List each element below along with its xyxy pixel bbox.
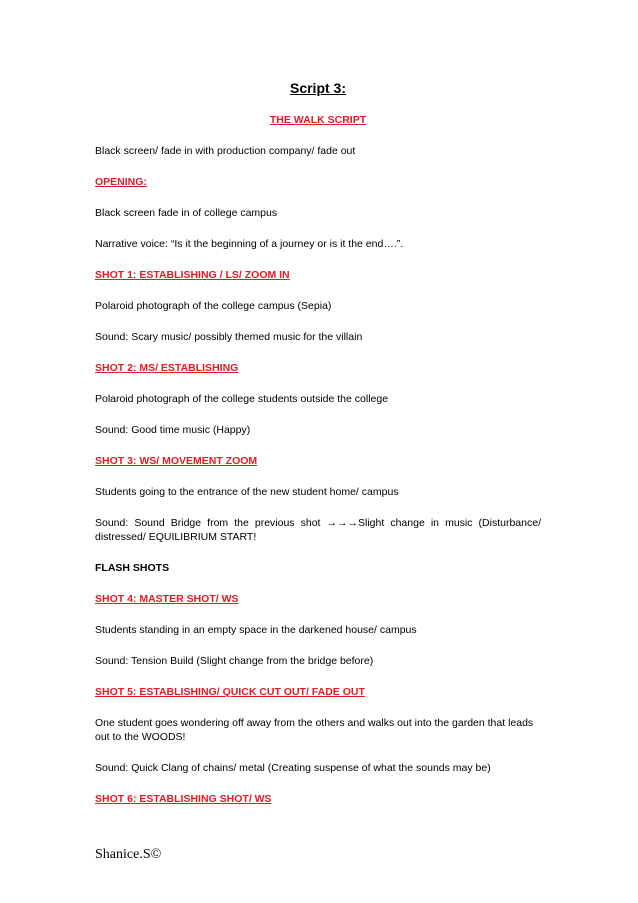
section-heading-shot-6: SHOT 6: ESTABLISHING SHOT/ WS — [95, 793, 272, 805]
script-subtitle: THE WALK SCRIPT — [269, 114, 367, 126]
section-heading-shot-1: SHOT 1: ESTABLISHING / LS/ ZOOM IN — [95, 269, 290, 281]
paragraph: Polaroid photograph of the college students outside the college — [95, 393, 389, 405]
paragraph: Students going to the entrance of the new student home/ campus — [95, 486, 399, 498]
paragraph: Narrative voice: “Is it the beginning of a journey or is it the end….”. — [95, 238, 404, 250]
document-body — [95, 80, 541, 823]
page-title: Script 3: — [289, 80, 346, 96]
section-heading-opening: OPENING: — [95, 176, 147, 188]
section-heading-shot-4: SHOT 4: MASTER SHOT/ WS — [95, 593, 239, 605]
section-heading-shot-5: SHOT 5: ESTABLISHING/ QUICK CUT OUT/ FADE OUT — [95, 686, 365, 698]
section-heading-shot-3: SHOT 3: WS/ MOVEMENT ZOOM — [95, 455, 258, 467]
paragraph: Black screen fade in of college campus — [95, 207, 278, 219]
paragraph: Sound: Quick Clang of chains/ metal (Creating suspense of what the sounds may be) — [95, 762, 491, 774]
paragraph: Sound: Scary music/ possibly themed music for the villain — [95, 331, 363, 343]
paragraph: Sound: Sound Bridge from the previous shot →→→Slight change in music (Disturbance/ distressed/ EQUILIBRIUM START! — [95, 517, 541, 543]
paragraph: Sound: Tension Build (Slight change from the bridge before) — [95, 655, 374, 667]
paragraph: Sound: Good time music (Happy) — [95, 424, 251, 436]
section-heading-shot-2: SHOT 2: MS/ ESTABLISHING — [95, 362, 239, 374]
section-heading-flash-shots: FLASH SHOTS — [95, 562, 170, 574]
paragraph: Polaroid photograph of the college campus (Sepia) — [95, 300, 332, 312]
paragraph: Students standing in an empty space in the darkened house/ campus — [95, 624, 417, 636]
paragraph: Black screen/ fade in with production company/ fade out — [95, 145, 356, 157]
paragraph: One student goes wondering off away from the others and walks out into the garden that leads out to the WOODS! — [95, 717, 534, 743]
page-footer-author: Shanice.S© — [95, 847, 162, 862]
